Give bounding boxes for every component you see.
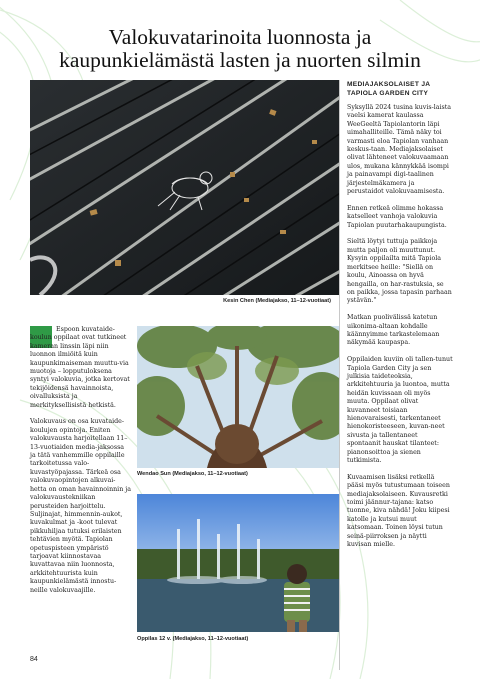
photo-caption-1: Kesin Chen (Mediajakso, 11–12-vuotiaat) [223, 298, 331, 304]
sidebar-paragraph-6: Kuvaamisen lisäksi retkellä pääsi myös tutustumaan toiseen mediajaksolaiseen. Kuvausretki toimi jäännur-tajana: katso tuonne, kiva nähdä! Joku kiipesi katolle ja kutsui muut katsomaan. Toinen löysi tutun seinä-piirroksen ja näytti kuvisan mielle. [347, 473, 450, 549]
column-divider [339, 80, 340, 670]
photo-pine-tree [137, 326, 339, 468]
photo-caption-2: Wendao Sun (Mediajakso, 11–12-vuotiaat) [137, 471, 248, 477]
sidebar-paragraph-2: Ennen retkeä olimme hokassa katselleet vanhoja valokuvia Tapiolan puutarhakaupungista. [347, 204, 447, 229]
article-title [20, 26, 460, 72]
photo-wooden-floor-drawing [30, 80, 339, 295]
sidebar-paragraph-1: Syksyllä 2024 tusina kuvis-laista vaelsi kamerat kaulassa WeeGeeltä Tapiolantorin läpi uimahalliteille. Tämä näky toi varmasti eloa Tapiolan vanhaan keskus-taan. Mediajaksolaiset olivat lähteneet valokuvaamaan ulos, mukana kännykkää isompi ja painavampi digi-taalinen järjestelmäkamera ja perustaidot valokuvaamisesta. [347, 104, 452, 196]
left-column-text [30, 326, 131, 603]
photo-caption-3: Oppilas 12 v. (Mediajakso, 11–12-vuotiaat) [137, 636, 249, 642]
sidebar-heading: MEDIAJAKSOLAISET JA TAPIOLA GARDEN CITY [347, 81, 431, 97]
right-sidebar-text [347, 80, 453, 558]
page-number: 84 [30, 656, 38, 663]
title-line-2: kaupunkielämästä lasten ja nuorten silmin [59, 48, 421, 72]
sidebar-paragraph-5: Oppilaiden kuviin oli tallen-tunut Tapiola Garden City ja sen julkisia taideteoksia, arkkitehtuuria ja luontoa, mutta heidän kuvissaan oli myös muuta. Oppilaat olivat kuvanneet toisiaan hienovaraisesti, tarkentaneet hienokoristeeseen, kuvan-neet sivusta ja tallentaneet spontaanit hauskat tilanteet: pianonsoittoa ja sienen tutkimista. [347, 356, 453, 464]
sidebar-paragraph-4: Matkan puolivälissä katetun uikonima-altaan kohdalle käännyimme tarkastelemaan näkymää kaupaspa. [347, 314, 440, 347]
title-line-1: Valokuvatarinoita luonnosta ja [108, 25, 372, 49]
photo-fountains-child [137, 494, 339, 632]
sidebar-paragraph-3: Sieltä löytyi tuttuja paikkoja mutta paljon oli muuttunut. Kysyin oppilailta mitä Tapiola merkitsee heille: "Siellä on koulu, Ainoassa on hyvä hengailla, on har-rastuksia, se on paikka, jossa tapasin parhaan ystävän." [347, 238, 452, 305]
left-paragraph-1: Espoon kuvataide-koulun oppilaat ovat tutkineet kameran linssin läpi niin luonnon ilmiöitä kuin kaupunkimaiseman muuttu-via muotoja – lopputuloksena syntyi valokuvia, jotka kertovat tekijöidensä havainnoista, oivalluksista ja merkityksellisistä hetkistä. [30, 326, 130, 409]
left-paragraph-2: Valokuvaus on osa kuvataide-koulujen opintoja. Eniten valokuvausta harjoitellaan 11–13-vuotiaiden media-jaksossa ja tätä vanhemmille oppilaille tarkoitetussa valo-kuvastyöpajassa. Tärkeä osa valokuvaopintojen alkuvai-hetta on oman havainnoinnin ja valokuvaustekniikan perusteiden harjoittelu. Suljinajat, himmennin-aukot, kuvakulmat ja -koot tulevat pikkuhiljaa tutuksi erilaisten tehtävien myötä. Tapiolan opetuspisteen ympäristö tarjoavat kiinnostavaa kuvattavaa niin luonnosta, arkkitehtuurista kuin kaupunkielämästä innostu-neille valokuvaajille. [30, 418, 131, 594]
